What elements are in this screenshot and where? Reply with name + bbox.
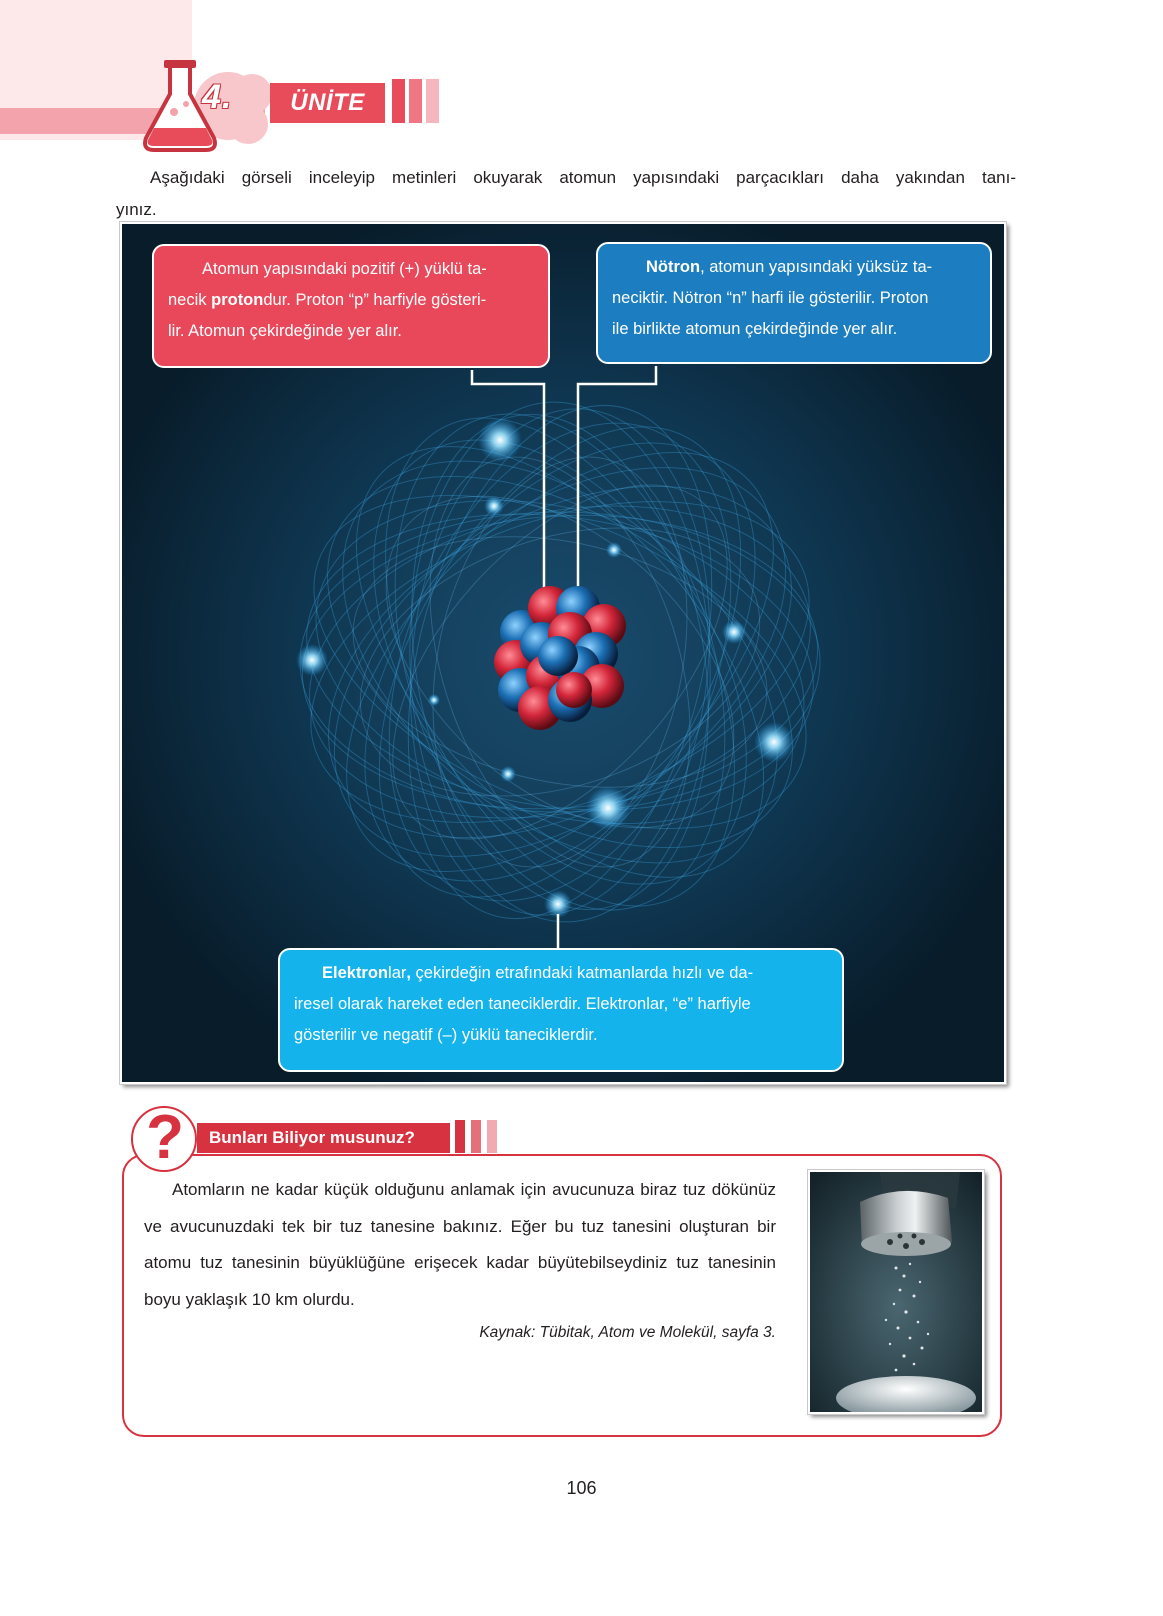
electron-text-1a: lar [388,964,407,982]
neutron-text-3: ile birlikte atomun çekirdeğinde yer alır. [612,320,898,338]
intro-paragraph [116,162,1016,226]
proton-text-3: lir. Atomun çekirdeğinde yer alır. [168,322,402,340]
electron-text-3: gösterilir ve negatif (–) yüklü taneciklerdir. [294,1026,598,1044]
salt-shaker-graphic [810,1172,984,1414]
header-stripe [409,79,422,123]
info-stripe [455,1120,465,1153]
proton-term: proton [211,291,264,309]
electron-text-2: iresel olarak hareket eden taneciklerdir. Elektronlar, “e” harfiyle [294,995,751,1013]
info-paragraph: Atomların ne kadar küçük olduğunu anlamak için avucunuza biraz tuz dökünüz ve avucunuzdaki tek bir tuz tanesine bakınız. Eğer bu tuz tanesini oluşturan bir atomu tuz tanesinin büyüklüğüne erişecek kadar büyütebilseydiniz tuz tanesinin boyu yaklaşık 10 km olurdu. [144,1180,776,1309]
neutron-term: Nötron [646,258,701,276]
neutron-text-1: , atomun yapısındaki yüksüz ta- [700,258,933,276]
proton-text-1: Atomun yapısındaki pozitif (+) yüklü ta- [202,260,487,278]
header-stripe [392,79,405,123]
unit-number: 4. [202,78,233,116]
neutron-callout [596,242,992,364]
electron-comma: , [406,964,411,982]
electron-text-1b: çekirdeğin etrafındaki katmanlarda hızlı ve da- [410,964,754,982]
neutron-text-2: neciktir. Nötron “n” harfi ile gösterilir. Proton [612,289,929,307]
intro-line-2: yınız. [116,200,157,219]
electron-term: Elektron [322,964,389,982]
info-stripe [471,1120,481,1153]
header-stripe [426,79,439,123]
electron-callout [278,948,844,1072]
proton-callout [152,244,550,368]
question-mark-icon: ? [146,1103,184,1172]
info-box-text [144,1172,776,1318]
info-box-title: Bunları Biliyor musunuz? [197,1123,450,1153]
info-stripe [487,1120,497,1153]
salt-shaker-photo [808,1170,984,1414]
info-source: Kaynak: Tübitak, Atom ve Molekül, sayfa 3. [479,1324,776,1341]
proton-text-2b: dur. Proton “p” harfiyle gösteri- [263,291,487,309]
intro-line-1: Aşağıdaki görseli inceleyip metinleri okuyarak atomun yapısındaki parçacıkları daha yakından tanı- [150,168,1016,187]
unit-label: ÜNİTE [270,83,385,123]
proton-text-2a: necik [168,291,212,309]
page-number: 106 [566,1478,597,1498]
